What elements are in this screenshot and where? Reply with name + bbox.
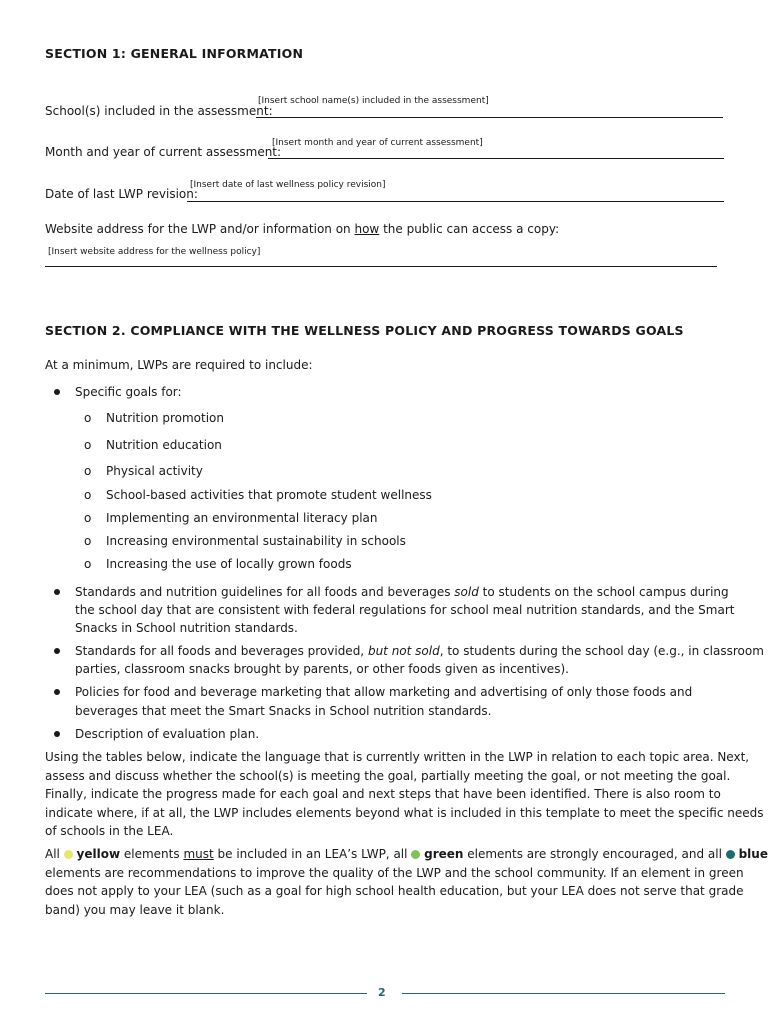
section2-intro: At a minimum, LWPs are required to include: [45,358,313,372]
goal-item: Nutrition promotion [106,411,225,425]
provided-line1: Standards for all foods and beverages provided, but not sold, to students during the school day (e.g., in classroom [75,644,764,658]
bullet-icon [54,648,60,654]
section2-title: SECTION 2. COMPLIANCE WITH THE WELLNESS POLICY AND PROGRESS TOWARDS GOALS [45,323,684,338]
goal-item: Nutrition education [106,438,222,452]
revision-date-label: Date of last LWP revision: [45,187,198,201]
marketing-line1: Policies for food and beverage marketing that allow marketing and advertising of only those foods and [75,685,693,699]
school-names-label: School(s) included in the assessment: [45,104,273,118]
website-label: Website address for the LWP and/or information on how the public can access a copy: [45,222,560,236]
bullet-icon [54,689,60,695]
sub-bullet-icon: o [84,464,92,478]
standards-line1: Standards and nutrition guidelines for all foods and beverages sold to students on the school campus during [75,585,729,599]
provided-line2: parties, classroom snacks brought by parents, or other foods given as incentives). [75,662,569,676]
sub-bullet-icon: o [84,488,92,502]
page-number: 2 [378,986,386,999]
sub-bullet-icon: o [84,438,92,452]
standards-line3: Snacks in School nutrition standards. [75,621,298,635]
yellow-dot-icon [64,850,73,859]
goals-label: Specific goals for: [75,385,182,399]
website-field[interactable] [45,266,717,267]
sub-bullet-icon: o [84,511,92,525]
sub-bullet-icon: o [84,534,92,548]
school-names-placeholder: [Insert school name(s) included in the assessment] [258,96,489,106]
goal-item: Increasing environmental sustainability in schools [106,534,406,548]
marketing-line2: beverages that meet the Smart Snacks in School nutrition standards. [75,704,492,718]
instructions-paragraph: Using the tables below, indicate the language that is currently written in the LWP in relation to each topic area. Next, assess and discuss whether the school(s) is meeting the goal, partially meeting the goal, or not meeting the goal. Finally, indicate the progress made for each goal and next steps that have been identified. There is also room to indicate where, if at all, the LWP includes elements beyond what is included in this template to meet the specific needs of schools in the LEA. [45,750,764,838]
assessment-date-label: Month and year of current assessment: [45,145,282,159]
bullet-icon [54,389,60,395]
standards-line2: the school day that are consistent with federal regulations for school meal nutrition standards, and the Smart [75,603,735,617]
green-dot-icon [411,850,420,859]
goal-item: Increasing the use of locally grown foods [106,557,352,571]
evaluation-text: Description of evaluation plan. [75,727,260,741]
goal-item: Physical activity [106,464,203,478]
footer-rule-left [45,993,367,994]
blue-dot-icon [726,850,735,859]
website-placeholder: [Insert website address for the wellness policy] [48,247,261,257]
school-names-field[interactable] [256,117,723,118]
assessment-date-placeholder: [Insert month and year of current assessment] [272,138,483,148]
revision-date-placeholder: [Insert date of last wellness policy revision] [190,180,386,190]
bullet-icon [54,731,60,737]
revision-date-field[interactable] [187,201,724,202]
bullet-icon [54,589,60,595]
goal-item: School-based activities that promote student wellness [106,488,432,502]
color-legend-paragraph: All yellow elements must be included in an LEA’s LWP, all green elements are strongly encouraged, and all blue elements are recommendations to improve the quality of the LWP and the school community. If an element in green does not apply to your LEA (such as a goal for high school health education, but your LEA does not serve that grade band) you may leave it blank. [45,847,768,917]
goal-item: Implementing an environmental literacy plan [106,511,378,525]
footer-rule-right [402,993,725,994]
section1-title: SECTION 1: GENERAL INFORMATION [45,46,304,61]
sub-bullet-icon: o [84,411,92,425]
assessment-date-field[interactable] [268,158,724,159]
sub-bullet-icon: o [84,557,92,571]
